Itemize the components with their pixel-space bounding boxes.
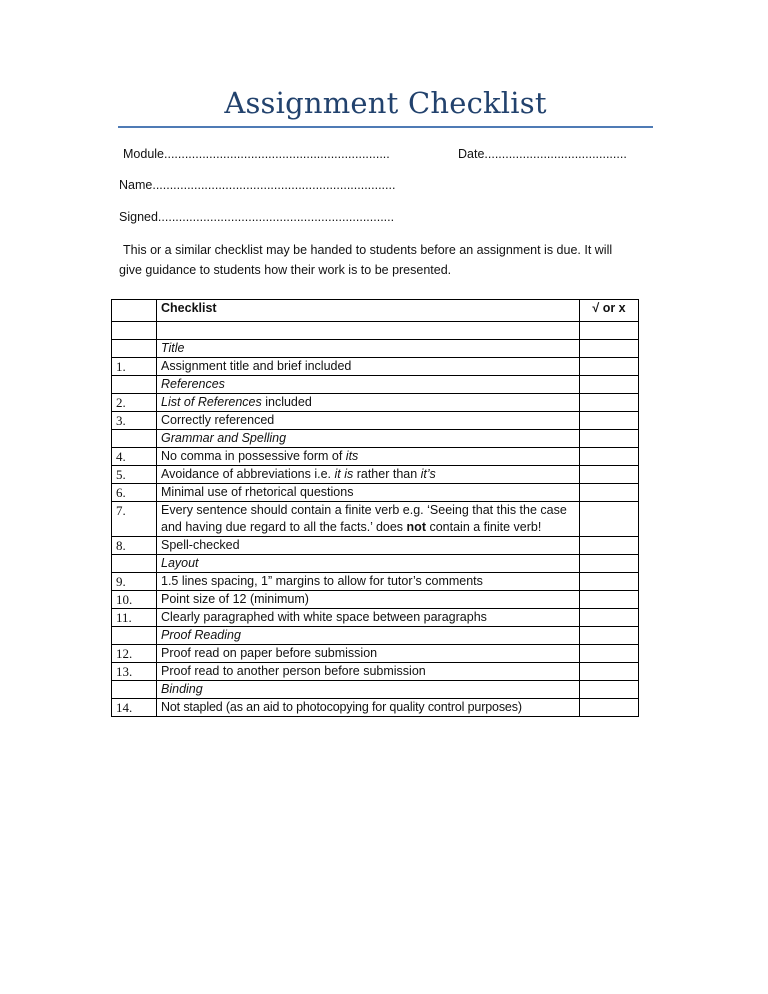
mark-cell[interactable] <box>580 376 639 394</box>
module-field: Module................................................................. <box>123 147 390 161</box>
section-layout: Layout <box>157 555 580 573</box>
mark-cell[interactable] <box>580 358 639 376</box>
mark-cell[interactable] <box>580 627 639 645</box>
mark-cell[interactable] <box>580 394 639 412</box>
table-row <box>112 681 639 699</box>
signed-field: Signed.................................................................... <box>119 210 395 224</box>
intro-paragraph <box>119 240 639 280</box>
table-row <box>112 340 639 358</box>
table-row: 8. Spell-checked <box>112 537 639 555</box>
section-proof-reading: Proof Reading <box>157 627 580 645</box>
name-field: Name...................................................................... <box>119 178 396 192</box>
table-row: 1. Assignment title and brief included <box>112 358 639 376</box>
table-row: 10. Point size of 12 (minimum) <box>112 591 639 609</box>
table-row: 3. Correctly referenced <box>112 412 639 430</box>
mark-header: √ or x <box>580 300 639 322</box>
section-grammar: Grammar and Spelling <box>157 430 580 448</box>
table-row: 5. Avoidance of abbreviations i.e. it is rather than it’s <box>112 466 639 484</box>
mark-cell[interactable] <box>580 537 639 555</box>
mark-cell[interactable] <box>580 681 639 699</box>
mark-cell[interactable] <box>580 448 639 466</box>
table-row: 9. 1.5 lines spacing, 1” margins to allow for tutor’s comments <box>112 573 639 591</box>
mark-cell[interactable] <box>580 573 639 591</box>
mark-cell[interactable] <box>580 484 639 502</box>
mark-cell[interactable] <box>580 502 639 537</box>
mark-cell[interactable] <box>580 645 639 663</box>
section-binding: Binding <box>157 681 580 699</box>
section-references: References <box>157 376 580 394</box>
table-row: 2. List of References included <box>112 394 639 412</box>
table-row: 6. Minimal use of rhetorical questions <box>112 484 639 502</box>
table-row <box>112 430 639 448</box>
mark-cell[interactable] <box>580 555 639 573</box>
table-header-row <box>112 300 639 322</box>
mark-cell[interactable] <box>580 340 639 358</box>
intro-line-1: This or a similar checklist may be handed to students before an assignment is due. It will <box>123 243 613 257</box>
table-row: 14. Not stapled (as an aid to photocopying for quality control purposes) <box>112 699 639 717</box>
table-row <box>112 555 639 573</box>
mark-cell[interactable] <box>580 699 639 717</box>
intro-line-2: give guidance to students how their work is to be presented. <box>119 263 452 277</box>
page-title: Assignment Checklist <box>224 86 547 120</box>
blank-row <box>112 322 639 340</box>
mark-cell[interactable] <box>580 412 639 430</box>
table-row <box>112 627 639 645</box>
table-row <box>112 376 639 394</box>
table-row: 12. Proof read on paper before submission <box>112 645 639 663</box>
checklist-table <box>111 299 639 717</box>
num-header-cell <box>112 300 157 322</box>
table-row: 13. Proof read to another person before submission <box>112 663 639 681</box>
mark-cell[interactable] <box>580 609 639 627</box>
mark-cell[interactable] <box>580 430 639 448</box>
table-row: 4. No comma in possessive form of its <box>112 448 639 466</box>
title-underline <box>118 126 653 128</box>
table-row: 7. Every sentence should contain a finite verb e.g. ‘Seeing that this the case and having due regard to all the facts.’ does not contain a finite verb! <box>112 502 639 537</box>
mark-cell[interactable] <box>580 591 639 609</box>
mark-cell[interactable] <box>580 663 639 681</box>
checklist-header: Checklist <box>157 300 580 322</box>
date-field: Date......................................... <box>458 147 627 161</box>
mark-cell[interactable] <box>580 466 639 484</box>
section-title: Title <box>157 340 580 358</box>
table-row: 11. Clearly paragraphed with white space between paragraphs <box>112 609 639 627</box>
